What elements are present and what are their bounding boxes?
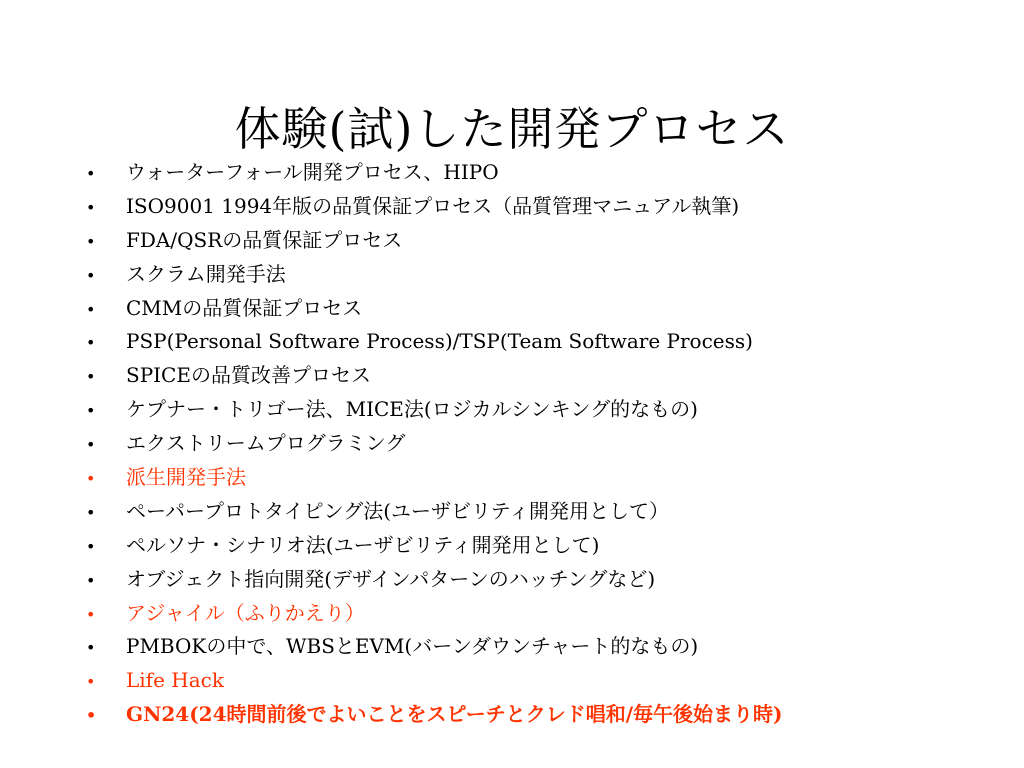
list-item — [86, 530, 1006, 564]
list-item-text: ウォーターフォール開発プロセス、HIPO — [126, 160, 499, 184]
list-item-text: ケプナー・トリゴー法、MICE法(ロジカルシンキング的なもの) — [126, 397, 698, 422]
list-item-text: PSP(Personal Software Process)/TSP(Team Software Process) — [126, 329, 753, 354]
list-item — [86, 360, 1006, 394]
list-item — [86, 259, 1006, 293]
bullet-marker: • — [86, 672, 96, 692]
list-item-text: CMMの品質保証プロセス — [126, 295, 363, 320]
bullet-marker: • — [86, 502, 96, 522]
list-item — [86, 699, 1006, 733]
list-item-text: PMBOKの中で、WBSとEVM(バーンダウンチャート的なもの) — [126, 634, 699, 659]
list-item-text: Life Hack — [126, 668, 224, 693]
bullet-marker: • — [86, 265, 96, 285]
list-item-text: 派生開発手法 — [126, 465, 246, 490]
list-item-text: GN24(24時間前後でよいことをスピーチとクレド唱和/毎午後始まり時) — [126, 702, 783, 727]
list-item-text: ペーパープロトタイピング法(ユーザビリティ開発用として） — [126, 498, 670, 523]
list-item — [86, 496, 1006, 530]
bullet-marker: • — [86, 367, 96, 387]
bullet-marker: • — [86, 706, 97, 726]
list-item — [86, 462, 1006, 496]
bullet-marker: • — [86, 231, 96, 251]
bullet-marker: • — [86, 164, 96, 183]
bullet-marker: • — [86, 638, 96, 658]
list-item — [86, 428, 1006, 462]
bullet-marker: • — [86, 469, 96, 489]
list-item-text: ISO9001 1994年版の品質保証プロセス（品質管理マニュアル執筆) — [126, 193, 740, 218]
list-item — [86, 665, 1006, 699]
list-item-text: ペルソナ・シナリオ法(ユーザビリティ開発用として) — [126, 532, 600, 557]
bullet-marker: • — [86, 536, 96, 556]
list-item — [86, 157, 1006, 191]
slide-title: 体験(試)した開発プロセス — [234, 101, 790, 156]
list-item-text: スクラム開発手法 — [126, 261, 286, 286]
list-item-text: オブジェクト指向開発(デザインパターンのハッチングなど) — [126, 566, 656, 591]
list-item-text: FDA/QSRの品質保証プロセス — [126, 227, 403, 252]
list-item — [86, 191, 1006, 225]
list-item — [86, 394, 1006, 428]
list-item-text: エクストリームプログラミング — [126, 431, 406, 456]
bullet-marker: • — [86, 570, 96, 590]
list-item — [86, 631, 1006, 665]
list-item — [86, 293, 1006, 327]
bullet-list — [86, 157, 1006, 733]
bullet-marker: • — [86, 435, 96, 455]
list-item — [86, 598, 1006, 632]
bullet-marker: • — [86, 401, 96, 421]
list-item — [86, 326, 1006, 360]
list-item — [86, 564, 1006, 598]
bullet-marker: • — [86, 299, 96, 319]
bullet-marker: • — [86, 604, 96, 624]
bullet-marker: • — [86, 197, 96, 217]
list-item-text: SPICEの品質改善プロセス — [126, 363, 371, 388]
list-item — [86, 225, 1006, 259]
list-item-text: アジャイル（ふりかえり） — [126, 600, 365, 625]
bullet-marker: • — [86, 333, 96, 353]
